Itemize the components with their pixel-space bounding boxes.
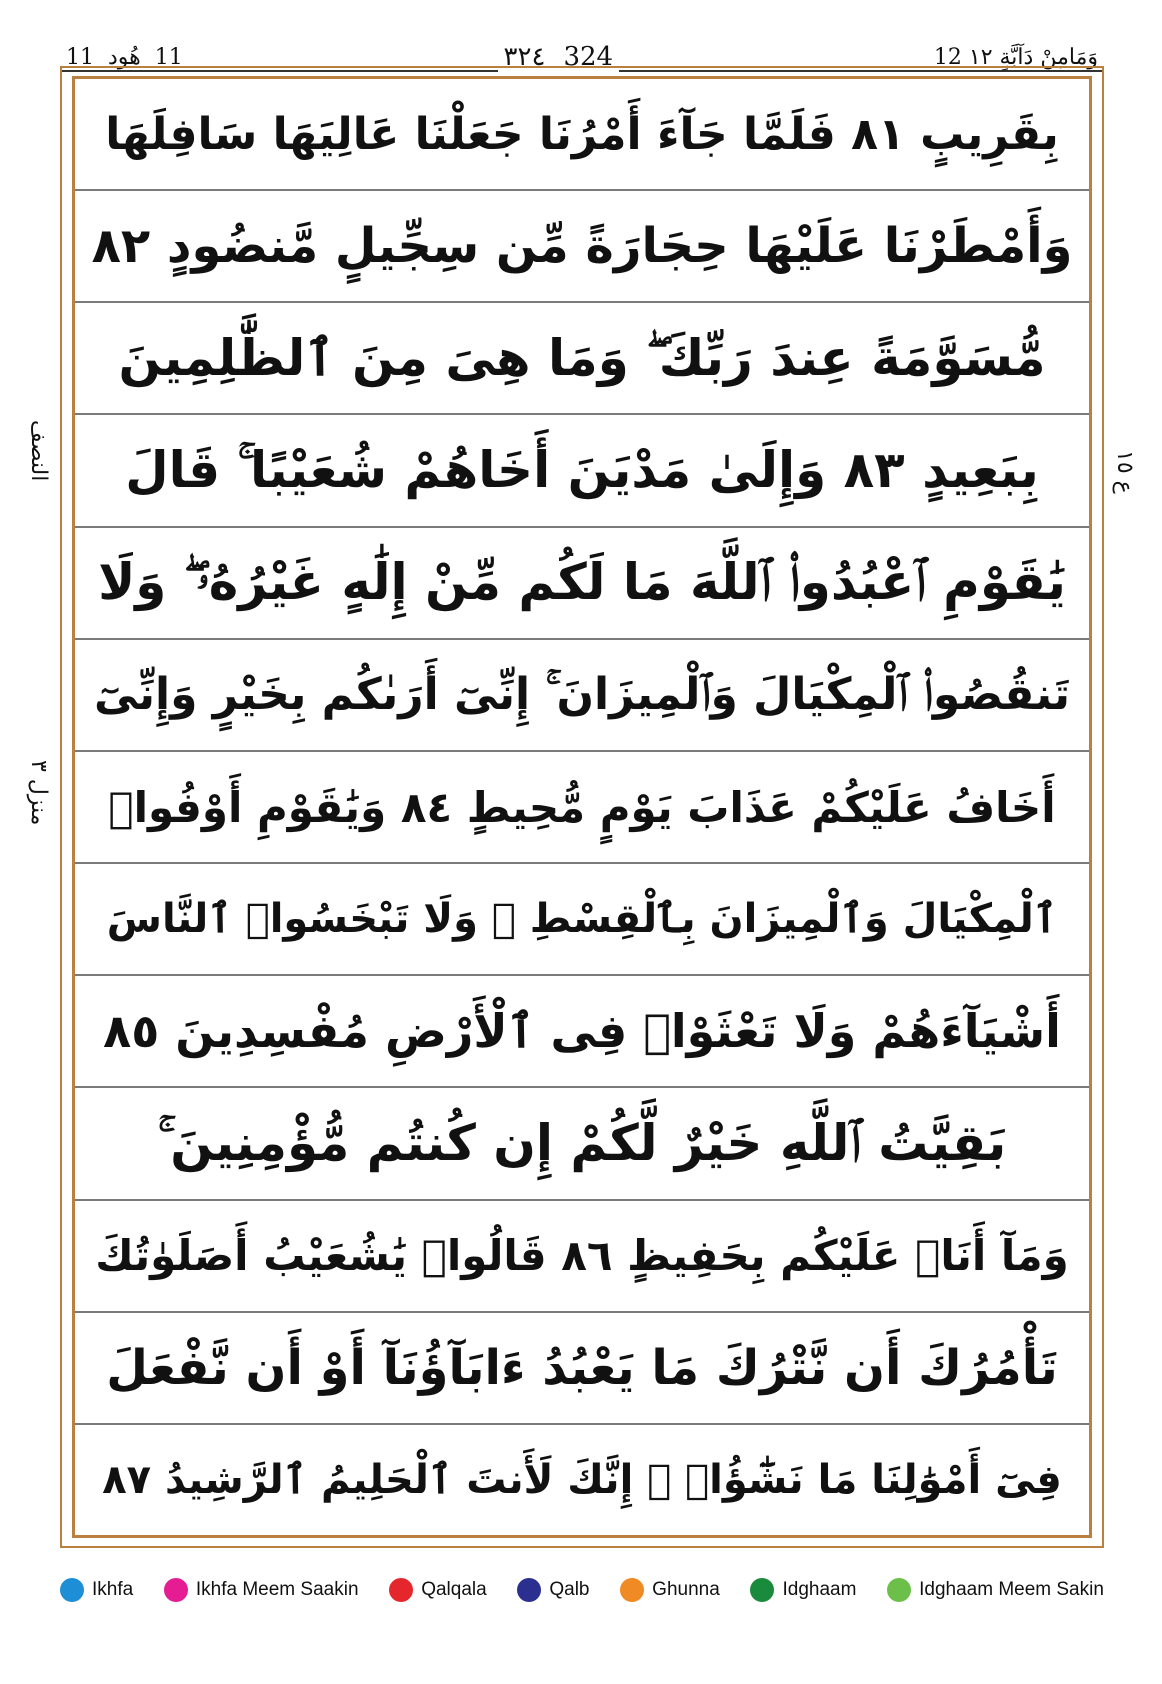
- legend-label: Ghunna: [652, 1579, 720, 1600]
- verse-line-6: [75, 640, 1089, 752]
- verse-line-2: [75, 191, 1089, 303]
- verse-line-1: [75, 79, 1089, 191]
- header-left-number: 11: [66, 44, 94, 70]
- line-text: فِىٓ أَمْوَٰلِنَا مَا نَشَٰٓؤُا۟ ۖ إِنَّكَ لَأَنتَ ٱلْحَلِيمُ ٱلرَّشِيدُ ٨٧: [102, 1456, 1062, 1503]
- page-frame-inner: [72, 76, 1092, 1538]
- line-text: وَأَمْطَرْنَا عَلَيْهَا حِجَارَةً مِّن سِجِّيلٍ مَّنضُودٍ ٨٢: [91, 218, 1073, 275]
- legend-label: Idghaam: [782, 1579, 857, 1600]
- side-note-ruku: ع ١٥: [1112, 450, 1137, 494]
- legend-item-qalqala: [389, 1578, 487, 1602]
- header-left-number-2: 11: [154, 44, 183, 70]
- line-text: يَٰقَوْمِ ٱعْبُدُوا۟ ٱللَّهَ مَا لَكُم مِّنْ إِلَٰهٍ غَيْرُهُۥ ۖ وَلَا: [98, 553, 1066, 612]
- line-text: تَأْمُرُكَ أَن نَّتْرُكَ مَا يَعْبُدُ ءَابَآؤُنَآ أَوْ أَن نَّفْعَلَ: [106, 1339, 1058, 1396]
- legend-item-ikhfa-meem: [164, 1578, 359, 1602]
- header-juz: 12 وَمَامِنْ دَآبَّةٍ ١٢: [933, 44, 1098, 70]
- legend-dot-icon: [389, 1578, 413, 1602]
- legend-dot-icon: [620, 1578, 644, 1602]
- line-text: بَقِيَّتُ ٱللَّهِ خَيْرٌ لَّكُمْ إِن كُنتُم مُّؤْمِنِينَ ۚ: [157, 1113, 1007, 1172]
- line-text: بِقَرِيبٍ ٨١ فَلَمَّا جَآءَ أَمْرُنَا جَعَلْنَا عَالِيَهَا سَافِلَهَا: [105, 108, 1059, 160]
- line-text: مُّسَوَّمَةً عِندَ رَبِّكَ ۖ وَمَا هِىَ مِنَ ٱلظَّٰلِمِينَ: [118, 328, 1046, 387]
- line-text: ٱلْمِكْيَالَ وَٱلْمِيزَانَ بِٱلْقِسْطِ ۖ وَلَا تَبْخَسُوا۟ ٱلنَّاسَ: [106, 896, 1058, 943]
- tajweed-legend: [60, 1570, 1104, 1610]
- verse-line-10: [75, 1088, 1089, 1200]
- verse-line-3: [75, 303, 1089, 415]
- line-text: أَخَافُ عَلَيْكُمْ عَذَابَ يَوْمٍ مُّحِيطٍ ٨٤ وَيَٰقَوْمِ أَوْفُوا۟: [108, 782, 1056, 832]
- page-number: 324: [563, 42, 614, 72]
- verse-line-7: [75, 752, 1089, 864]
- line-text: وَمَآ أَنَا۠ عَلَيْكُم بِحَفِيظٍ ٨٦ قَالُوا۟ يَٰشُعَيْبُ أَصَلَوٰتُكَ: [95, 1231, 1069, 1281]
- header-surah-name: هُود: [108, 44, 141, 70]
- verse-line-11: [75, 1201, 1089, 1313]
- verse-line-4: [75, 415, 1089, 527]
- verse-line-5: [75, 528, 1089, 640]
- legend-label: Ikhfa Meem Saakin: [195, 1579, 359, 1600]
- legend-dot-icon: [887, 1578, 911, 1602]
- side-note-nisf: النصف: [26, 420, 51, 482]
- verse-line-9: [75, 976, 1089, 1088]
- verse-line-12: [75, 1313, 1089, 1425]
- legend-label: Idghaam Meem Sakin: [919, 1579, 1104, 1600]
- legend-label: Ikhfa: [92, 1579, 134, 1600]
- line-text: بِبَعِيدٍ ٨٣ وَإِلَىٰ مَدْيَنَ أَخَاهُمْ شُعَيْبًا ۚ قَالَ: [125, 441, 1039, 500]
- legend-label: Qalb: [549, 1579, 590, 1600]
- side-note-manzil: منزل ٣: [26, 760, 51, 826]
- legend-dot-icon: [60, 1578, 84, 1602]
- legend-dot-icon: [517, 1578, 541, 1602]
- legend-item-ghunna: [620, 1578, 720, 1602]
- legend-label: Qalqala: [421, 1579, 487, 1600]
- quran-text: [75, 79, 1089, 1535]
- legend-item-idghaam-meem: [887, 1578, 1104, 1602]
- legend-item-ikhfa: [60, 1578, 133, 1602]
- verse-line-8: [75, 864, 1089, 976]
- legend-item-qalb: [517, 1578, 589, 1602]
- legend-item-idghaam: [750, 1578, 856, 1602]
- line-text: تَنقُصُوا۟ ٱلْمِكْيَالَ وَٱلْمِيزَانَ ۚ إِنِّىٓ أَرَىٰكُم بِخَيْرٍ وَإِنِّىٓ: [94, 669, 1071, 721]
- legend-dot-icon: [750, 1578, 774, 1602]
- verse-line-13: [75, 1425, 1089, 1535]
- legend-dot-icon: [164, 1578, 188, 1602]
- page-number-arabic: ٣٢٤: [503, 42, 546, 72]
- line-text: أَشْيَآءَهُمْ وَلَا تَعْثَوْا۟ فِى ٱلْأَرْضِ مُفْسِدِينَ ٨٥: [103, 1004, 1061, 1059]
